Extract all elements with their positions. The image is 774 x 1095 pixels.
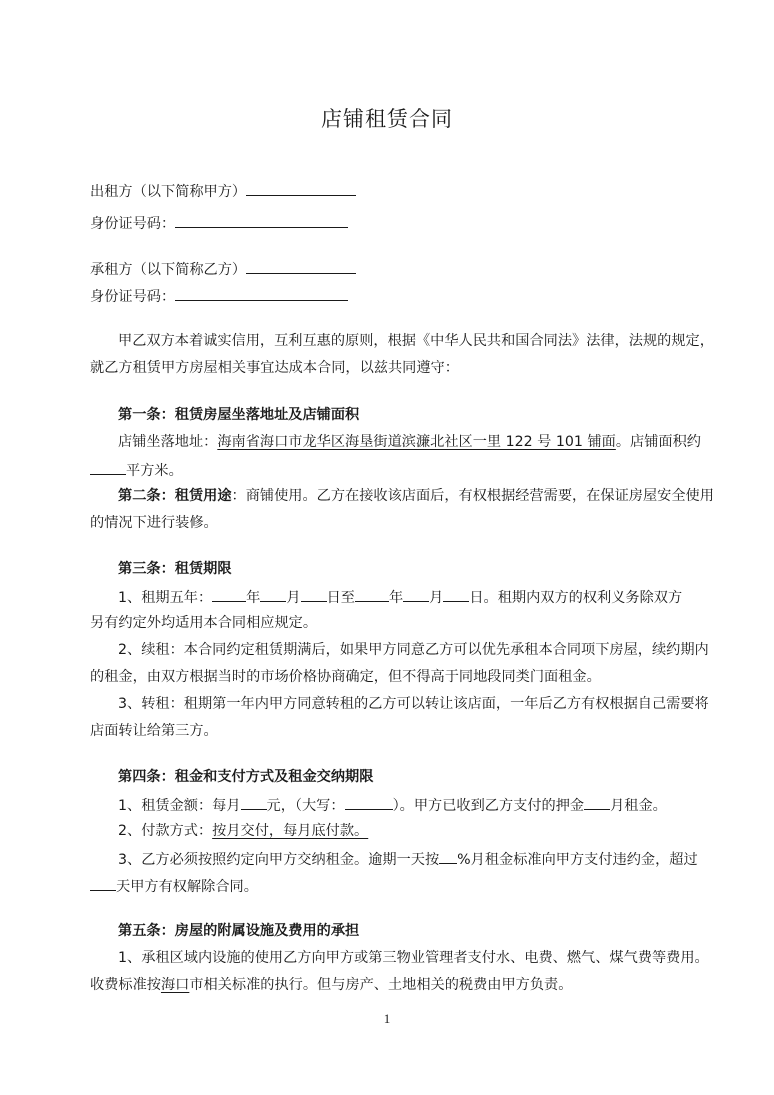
lessee-id-label: 身份证号码： — [90, 289, 176, 305]
article5-heading: 第五条：房屋的附属设施及费用的承担 — [118, 923, 360, 939]
address-label: 店铺坐落地址： — [118, 434, 218, 450]
late-fee-percent-blank — [439, 848, 457, 864]
end-day-blank — [443, 586, 469, 602]
lease-term-label: 1、租期五年： — [118, 590, 213, 606]
lessee-id-line — [90, 285, 690, 307]
late-fee-mid: %月租金标准向甲方支付违约金，超过 — [457, 852, 698, 868]
renewal-line-1: 2、续租：本合同约定租赁期满后，如果甲方同意乙方可以优先承租本合同项下房屋，续约期内 — [118, 642, 709, 658]
article1-area-line — [90, 459, 690, 481]
page-number: 1 — [383, 1011, 391, 1026]
lease-term-suffix: 日。租期内双方的权利义务除双方 — [469, 590, 683, 606]
deposit-months-blank — [584, 794, 610, 810]
rent-amount-blank — [241, 794, 267, 810]
facilities-line-1: 1、承租区域内设施的使用乙方向甲方或第三物业管理者支付水、电费、燃气、煤气费等费用。 — [118, 950, 709, 966]
payment-method-label: 2、付款方式： — [118, 823, 213, 839]
article4-heading: 第四条：租金和支付方式及租金交纳期限 — [118, 769, 374, 785]
sublet-line-1: 3、转租：租期第一年内甲方同意转租的乙方可以转让该店面，一年后乙方有权根据自己需要将 — [118, 696, 709, 712]
lessee-label: 承租方（以下简称乙方） — [90, 262, 247, 278]
termination-days-blank — [90, 875, 116, 891]
end-year-blank — [355, 586, 389, 602]
late-fee-label: 3、乙方必须按照约定向甲方交纳租金。逾期一天按 — [118, 852, 440, 868]
article1-address-line — [118, 432, 718, 452]
intro-line-1: 甲乙双方本着诚实信用，互利互惠的原则，根据《中华人民共和国合同法》法律，法规的规定， — [118, 333, 714, 349]
lessee-line — [90, 258, 690, 280]
end-month-blank — [403, 586, 429, 602]
start-month-blank — [260, 586, 286, 602]
rent-uppercase-blank — [345, 794, 393, 810]
fee-standard-suffix: 市相关标准的执行。但与房产、土地相关的税费由甲方负责。 — [189, 977, 573, 993]
lessor-id-blank — [175, 212, 348, 228]
lessor-id-line — [90, 212, 690, 234]
to-label: 日至 — [326, 590, 355, 606]
city-name: 海口 — [160, 977, 190, 993]
area-blank — [90, 459, 126, 475]
start-day-blank — [301, 586, 327, 602]
lessor-name-blank — [246, 180, 356, 196]
late-fee-line-2 — [90, 875, 690, 897]
payment-method-value: 按月交付，每月底付款。 — [212, 823, 369, 839]
article2-text-1: ：商铺使用。乙方在接收该店面后，有权根据经营需要，在保证房屋安全使用 — [231, 488, 714, 504]
year-label: 年 — [388, 590, 404, 606]
renewal-line-2: 的租金，由双方根据当时的市场价格协商确定，但不得高于同地段同类门面租金。 — [90, 669, 601, 685]
lessor-line — [90, 180, 690, 202]
rent-suffix: 月租金。 — [610, 798, 667, 814]
article2-line-1 — [118, 486, 718, 506]
lessee-id-blank — [175, 285, 348, 301]
article2-heading: 第二条：租赁用途 — [118, 488, 232, 504]
lease-term-line-2: 另有约定外均适用本合同相应规定。 — [90, 615, 318, 631]
rent-amount-line — [118, 794, 718, 816]
sublet-line-2: 店面转让给第三方。 — [90, 723, 218, 739]
termination-text: 天甲方有权解除合同。 — [116, 879, 258, 895]
deposit-label: ）。甲方已收到乙方支付的押金 — [392, 798, 585, 814]
article2-line-2: 的情况下进行装修。 — [90, 515, 218, 531]
payment-method-line — [118, 821, 718, 841]
shop-address: 海南省海口市龙华区海垦街道滨濂北社区一里 122 号 101 铺面 — [217, 434, 616, 450]
start-year-blank — [212, 586, 246, 602]
month-label: 月 — [286, 590, 301, 606]
month-label: 月 — [429, 590, 444, 606]
facilities-line-2 — [90, 975, 690, 995]
area-label: 。店铺面积约 — [615, 434, 701, 450]
lessor-id-label: 身份证号码： — [90, 216, 176, 232]
document-title: 店铺租赁合同 — [321, 107, 453, 131]
year-label: 年 — [246, 590, 261, 606]
lessee-name-blank — [246, 258, 356, 274]
intro-line-2: 就乙方租赁甲方房屋相关事宜达成本合同，以兹共同遵守： — [90, 360, 459, 376]
rent-uppercase-label: 元，（大写： — [266, 798, 345, 814]
lessor-label: 出租方（以下简称甲方） — [90, 184, 247, 200]
lease-term-line — [118, 586, 718, 608]
fee-standard-label: 收费标准按 — [90, 977, 161, 993]
article1-heading: 第一条：租赁房屋坐落地址及店铺面积 — [118, 407, 360, 423]
article3-heading: 第三条：租赁期限 — [118, 561, 232, 577]
rent-label: 1、租赁金额：每月 — [118, 798, 241, 814]
late-fee-line — [118, 848, 718, 870]
area-unit: 平方米。 — [126, 463, 183, 479]
